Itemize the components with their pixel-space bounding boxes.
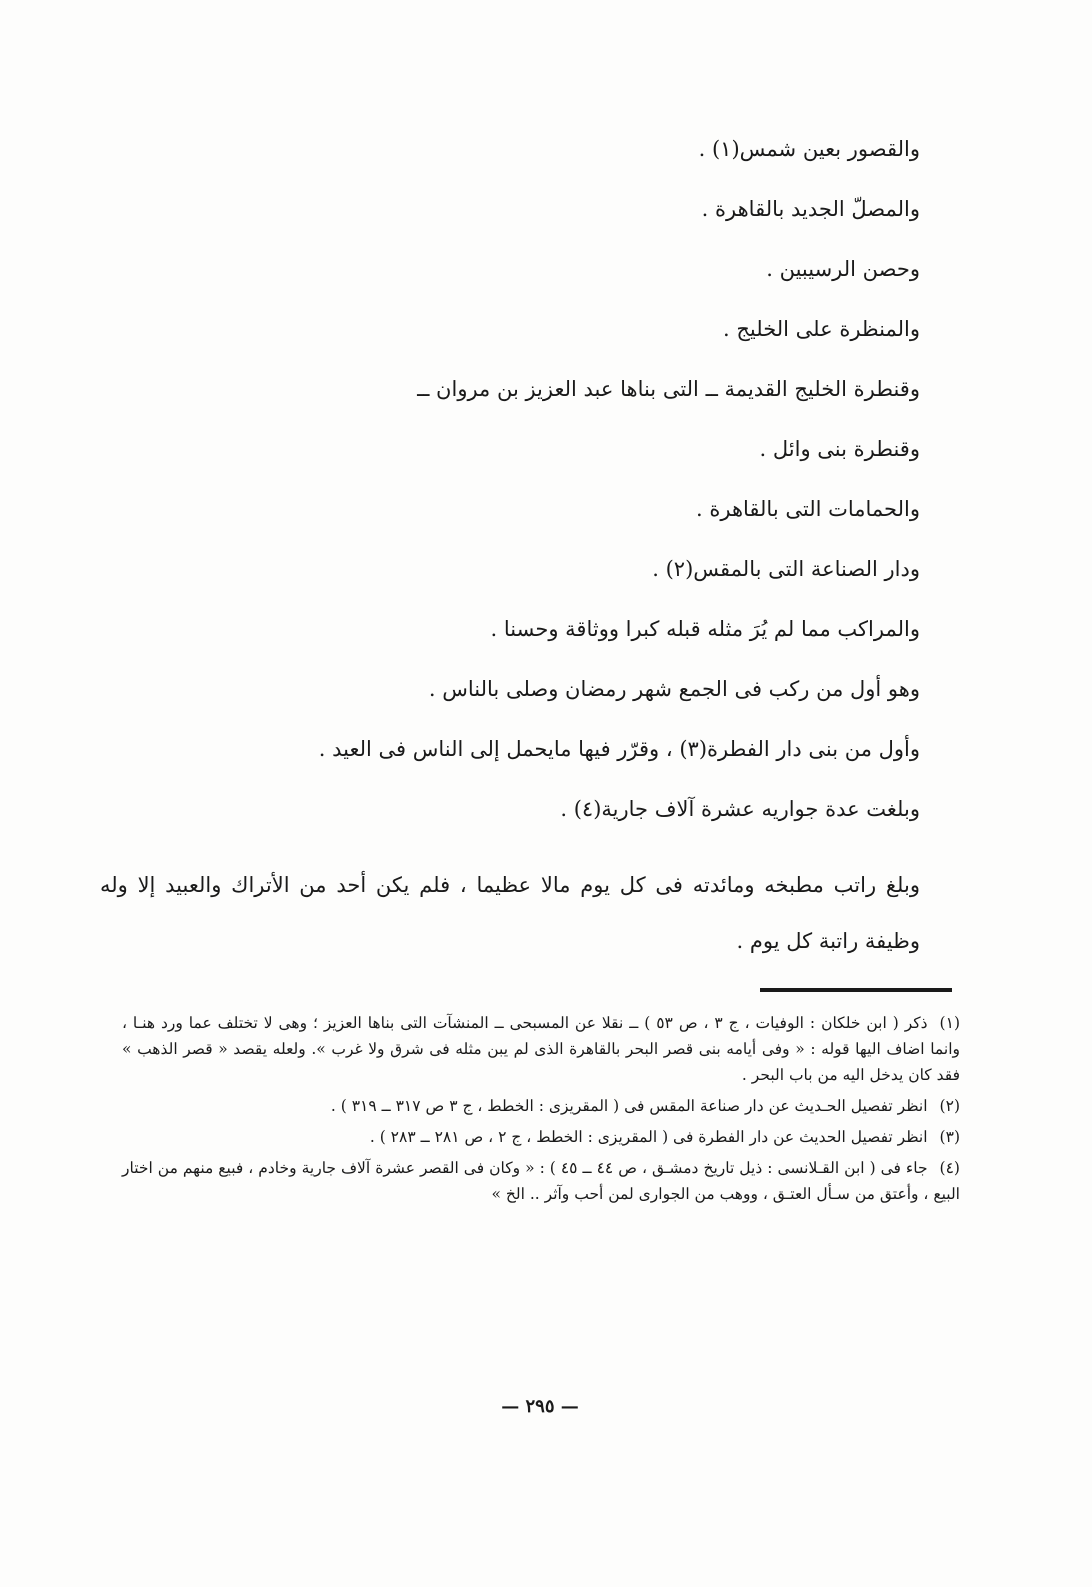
main-text — [100, 135, 920, 969]
text-line: وحصن الرسيبين . — [766, 257, 920, 281]
footnote-separator — [760, 988, 952, 992]
footnote-text: ذكر ( ابن خلكان : الوفيات ، ج ٣ ، ص ٥٣ ) ــ نقلا عن المسبحى ــ المنشآت التى بناها العزيز ؛ وهى لا تختلف عما ورد هنـا ، وانما اضاف اليها قوله : « وفى أيامه بنى قصر البحر بالقاهرة الذى لم يبن مثله فى شرق ولا غرب ». ولعله يقصد « قصر الذهب » فقد كان يدخل اليه من باب البحر . — [122, 1014, 960, 1084]
text-line: وقنطرة بنى وائل . — [759, 437, 920, 461]
footnote-number: (١) — [939, 1014, 960, 1032]
text-line: ودار الصناعة التى بالمقس(٢) . — [652, 557, 920, 581]
text-line: وهو أول من ركب فى الجمع شهر رمضان وصلى بالناس . — [428, 677, 920, 701]
footnotes — [122, 1010, 960, 1212]
footnote-text: جاء فى ( ابن القـلانسى : ذيل تاريخ دمشـق ، ص ٤٤ ــ ٤٥ ) : « وكان فى القصر عشرة آلاف جارية وخادم ، فبيع منهم من اختار البيع ، وأعتق من سـأل العتـق ، ووهب من الجوارى لمن أحب وآثر .. الخ » — [122, 1159, 960, 1203]
text-line: والمراكب مما لم يُرَ مثله قبله كبرا ووثاقة وحسنا . — [490, 617, 920, 641]
text-line: وأول من بنى دار الفطرة(٣) ، وقرّر فيها مايحمل إلى الناس فى العيد . — [318, 737, 920, 761]
text-line: والقصور بعين شمس(١) . — [698, 137, 920, 161]
footnote-number: (٣) — [939, 1128, 960, 1146]
page-number: — ٢٩٥ — — [501, 1396, 579, 1417]
footnote-2 — [122, 1093, 960, 1119]
footnote-4 — [122, 1155, 960, 1207]
footnote-text: انظر تفصيل الحديث عن دار الفطرة فى ( المقريزى : الخطط ، ج ٢ ، ص ٢٨١ ــ ٢٨٣ ) . — [369, 1128, 928, 1146]
text-line: وقنطرة الخليج القديمة ــ التى بناها عبد العزيز بن مروان ــ — [417, 377, 920, 401]
text-line: والمنظرة على الخليج . — [723, 317, 920, 341]
text-line: والحمامات التى بالقاهرة . — [696, 497, 920, 521]
footnote-number: (٢) — [939, 1097, 960, 1115]
footnote-3 — [122, 1124, 960, 1150]
footnote-text: انظر تفصيل الحـديث عن دار صناعة المقس فى ( المقريزى : الخطط ، ج ٣ ص ٣١٧ ــ ٣١٩ ) . — [330, 1097, 928, 1115]
footnote-1 — [122, 1010, 960, 1088]
text-line: وبلغت عدة جواريه عشرة آلاف جارية(٤) . — [560, 797, 920, 821]
text-line: والمصلّ الجديد بالقاهرة . — [701, 197, 920, 221]
footnote-number: (٤) — [939, 1159, 960, 1177]
closing-paragraph: وبلغ راتب مطبخه ومائدته فى كل يوم مالا عظيما ، فلم يكن أحد من الأتراك والعبيد إلا وله وظيفة راتبة كل يوم . — [100, 873, 920, 953]
